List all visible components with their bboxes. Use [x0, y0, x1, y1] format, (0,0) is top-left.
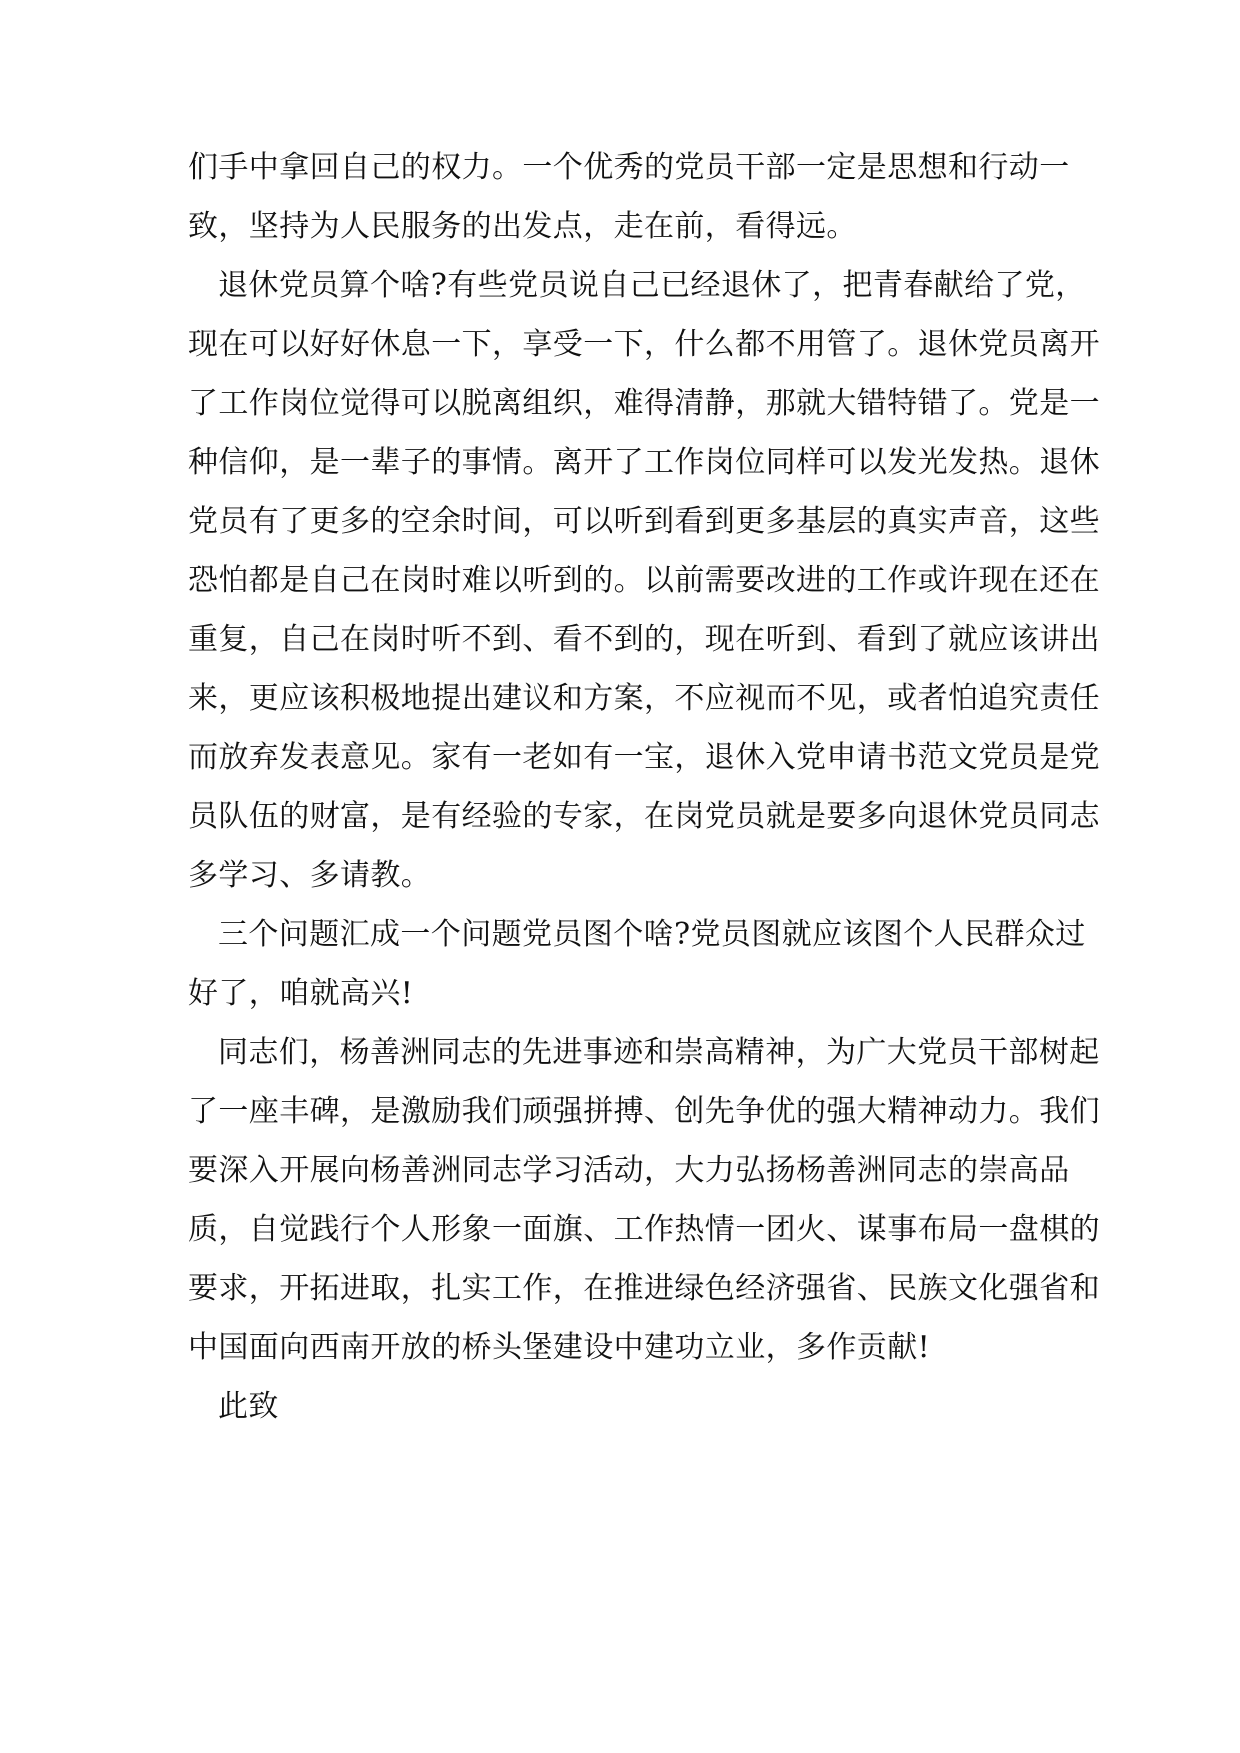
paragraph-line: 中国面向西南开放的桥头堡建设中建功立业，多作贡献!	[188, 1330, 931, 1365]
closing-line: 此致	[218, 1389, 279, 1424]
paragraph-line: 要求，开拓进取，扎实工作，在推进绿色经济强省、民族文化强省和	[188, 1271, 1100, 1306]
paragraph-line: 重复，自己在岗时听不到、看不到的，现在听到、看到了就应该讲出	[188, 622, 1100, 657]
paragraph-line: 同志们，杨善洲同志的先进事迹和崇高精神，为广大党员干部树起	[218, 1035, 1100, 1070]
paragraph-line: 退休党员算个啥?有些党员说自己已经退休了，把青春献给了党，	[218, 268, 1086, 303]
paragraph-line: 恐怕都是自己在岗时难以听到的。以前需要改进的工作或许现在还在	[188, 563, 1100, 598]
paragraph-line: 来，更应该积极地提出建议和方案，不应视而不见，或者怕追究责任	[188, 681, 1100, 716]
paragraph-line: 种信仰，是一辈子的事情。离开了工作岗位同样可以发光发热。退休	[188, 445, 1100, 480]
paragraph-line: 现在可以好好休息一下，享受一下，什么都不用管了。退休党员离开	[188, 327, 1100, 362]
paragraph-line: 致，坚持为人民服务的出发点，走在前，看得远。	[188, 209, 857, 244]
paragraph-line: 质，自觉践行个人形象一面旗、工作热情一团火、谋事布局一盘棋的	[188, 1212, 1100, 1247]
paragraph-line: 好了，咱就高兴!	[188, 976, 414, 1011]
paragraph-line: 三个问题汇成一个问题党员图个啥?党员图就应该图个人民群众过	[218, 917, 1086, 952]
paragraph-line: 了工作岗位觉得可以脱离组织，难得清静，那就大错特错了。党是一	[188, 386, 1100, 421]
paragraph-line: 员队伍的财富，是有经验的专家，在岗党员就是要多向退休党员同志	[188, 799, 1100, 834]
paragraph-line: 了一座丰碑，是激励我们顽强拼搏、创先争优的强大精神动力。我们	[188, 1094, 1100, 1129]
paragraph-line: 们手中拿回自己的权力。一个优秀的党员干部一定是思想和行动一	[188, 150, 1070, 185]
paragraph-line: 而放弃发表意见。家有一老如有一宝，退休入党申请书范文党员是党	[188, 740, 1100, 775]
paragraph-line: 要深入开展向杨善洲同志学习活动，大力弘扬杨善洲同志的崇高品	[188, 1153, 1070, 1188]
paragraph-line: 党员有了更多的空余时间，可以听到看到更多基层的真实声音，这些	[188, 504, 1100, 539]
paragraph-line: 多学习、多请教。	[188, 858, 432, 893]
